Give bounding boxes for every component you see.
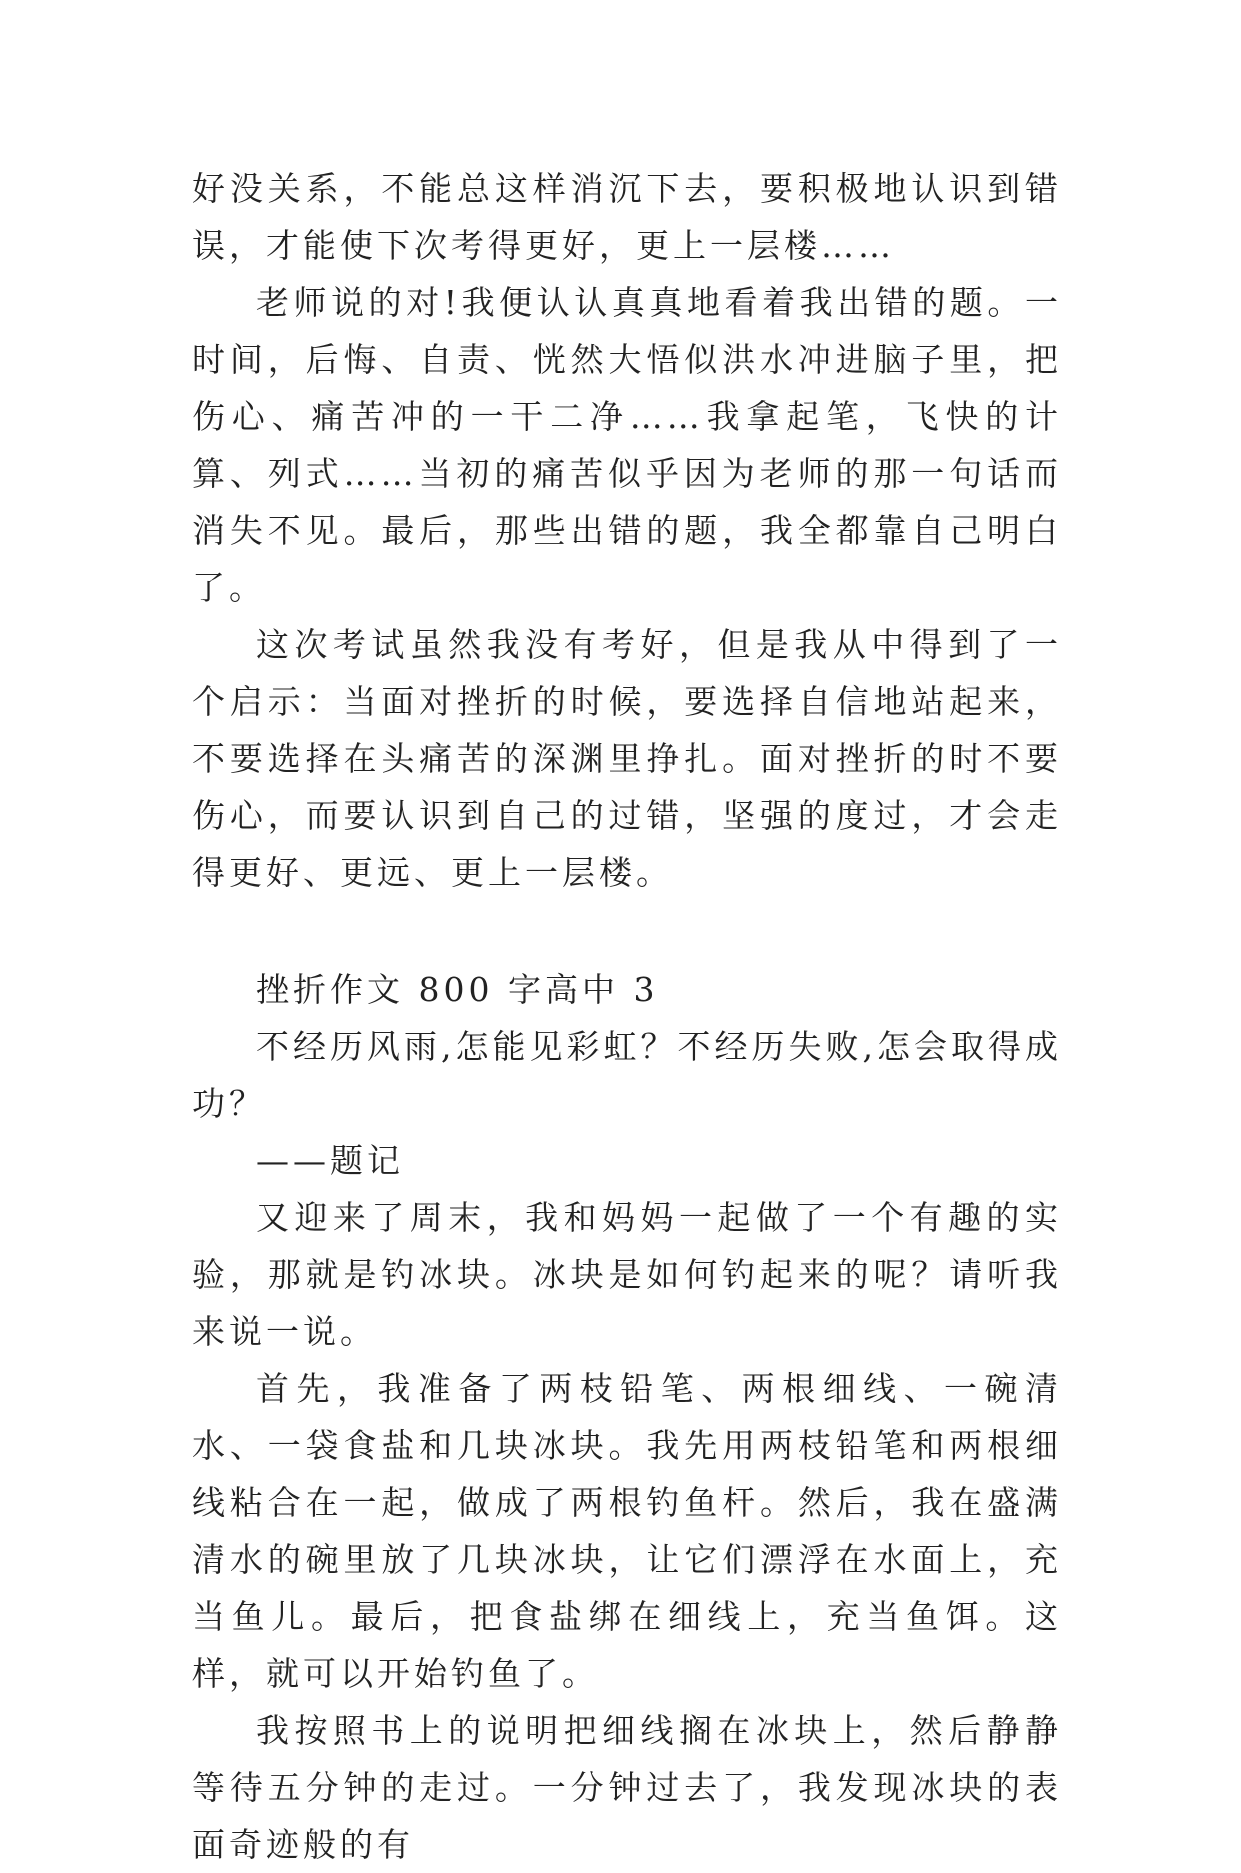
body-paragraph: 这次考试虽然我没有考好，但是我从中得到了一个启示：当面对挫折的时候，要选择自信地站起来，不要选择在头痛苦的深渊里挣扎。面对挫折的时不要伤心，而要认识到自己的过错，坚强的度过，才会走得更好、更远、更上一层楼。 [192,625,1062,892]
body-paragraph: 首先，我准备了两枝铅笔、两根细线、一碗清水、一袋食盐和几块冰块。我先用两枝铅笔和两根细线粘合在一起，做成了两根钓鱼杆。然后，我在盛满清水的碗里放了几块冰块，让它们漂浮在水面上，充当鱼儿。最后，把食盐绑在细线上，充当鱼饵。这样，就可以开始钓鱼了。 [192,1369,1062,1693]
section-gap [192,901,1062,961]
body-paragraph: 老师说的对!我便认认真真地看着我出错的题。一时间，后悔、自责、恍然大悟似洪水冲进脑子里，把伤心、痛苦冲的一干二净……我拿起笔，飞快的计算、列式……当初的痛苦似乎因为老师的那一句话而消失不见。最后，那些出错的题，我全都靠自己明白了。 [192,283,1062,607]
body-paragraph: 我按照书上的说明把细线搁在冰块上，然后静静等待五分钟的走过。一分钟过去了，我发现冰块的表面奇迹般的有 [192,1711,1062,1864]
epigraph: 不经历风雨,怎能见彩虹？不经历失败,怎会取得成功？ [192,1027,1062,1123]
body-paragraph: 又迎来了周末，我和妈妈一起做了一个有趣的实验，那就是钓冰块。冰块是如何钓起来的呢？请听我来说一说。 [192,1198,1062,1351]
body-paragraph: 好没关系，不能总这样消沉下去，要积极地认识到错误，才能使下次考得更好，更上一层楼…… [192,169,1062,265]
document-page [192,160,1062,1873]
section-title: 挫折作文 800 字高中 3 [256,970,659,1009]
epigraph-source: ——题记 [256,1141,404,1180]
